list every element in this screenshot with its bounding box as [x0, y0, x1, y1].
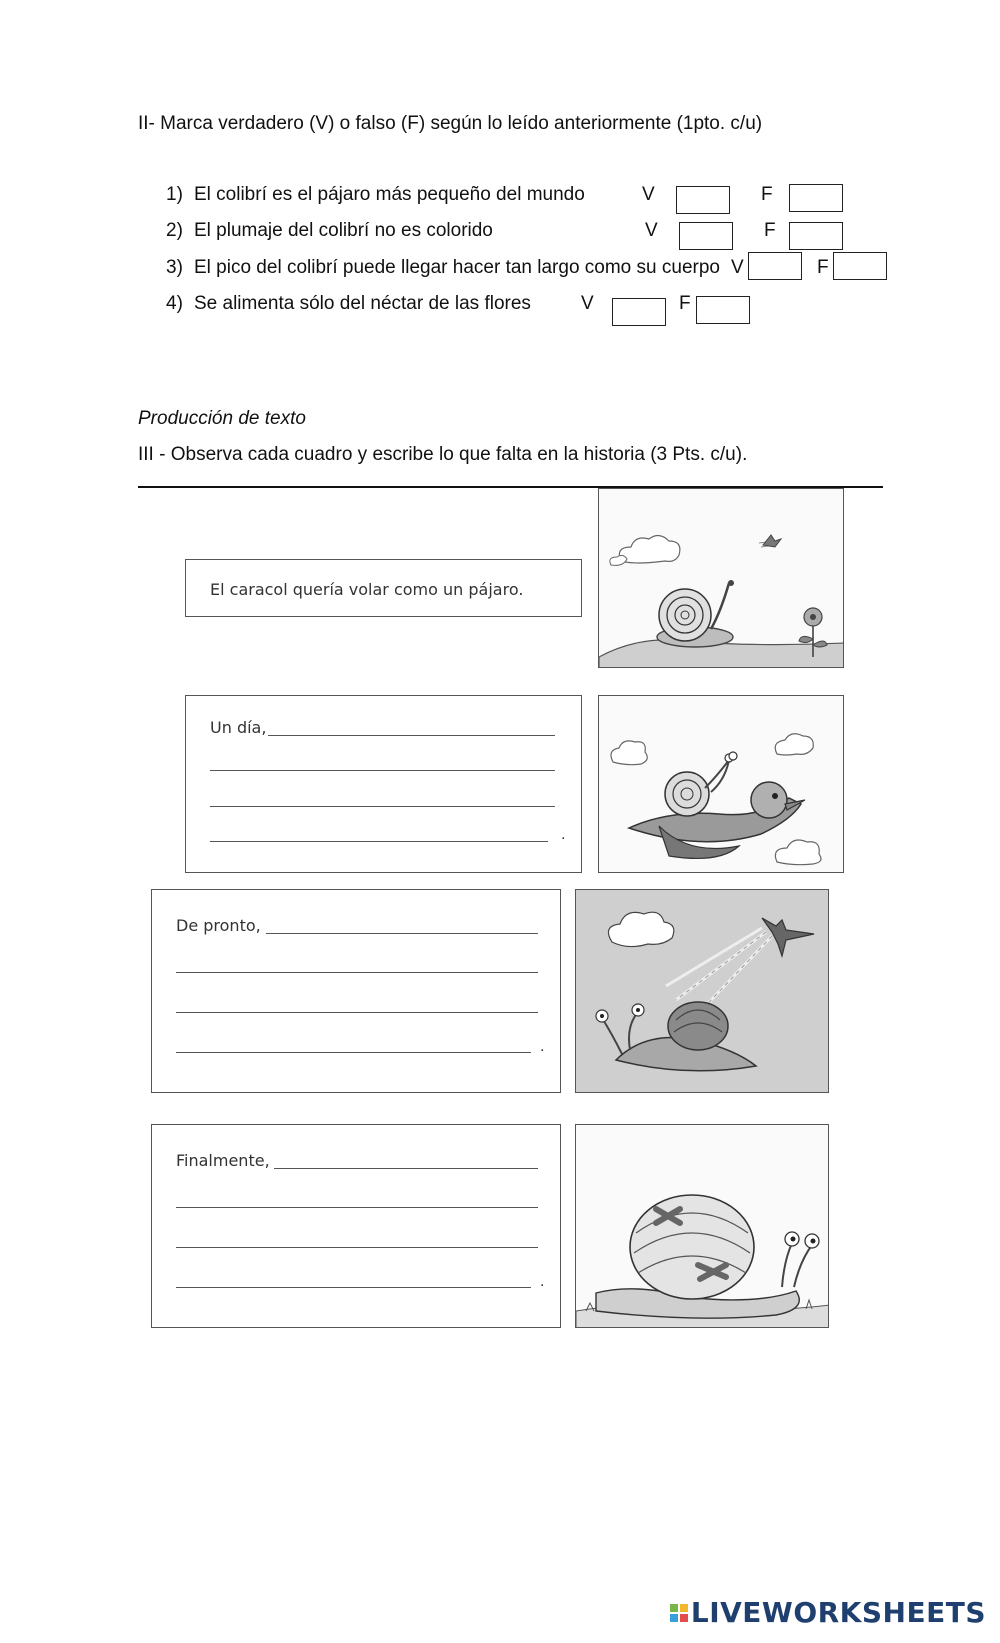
question-3 — [166, 257, 720, 279]
question-4-number: 4) — [166, 293, 183, 314]
question-2-v-input[interactable] — [680, 223, 732, 249]
story-box-2-line-2[interactable] — [210, 770, 555, 771]
question-2-f-label: F — [764, 220, 776, 241]
story-box-2-line-3[interactable] — [210, 806, 555, 807]
question-4 — [166, 293, 531, 315]
question-2-number: 2) — [166, 220, 183, 241]
question-3-f-label: F — [817, 257, 829, 278]
section-3-title: III - Observa cada cuadro y escribe lo que falta en la historia (3 Pts. c/u). — [138, 444, 748, 465]
question-2-text: El plumaje del colibrí no es colorido — [194, 220, 493, 241]
question-4-v-box[interactable] — [612, 298, 666, 326]
story-box-4-line-1[interactable] — [274, 1168, 538, 1169]
question-4-v-input[interactable] — [613, 299, 665, 325]
question-2-v-box[interactable] — [679, 222, 733, 250]
story-box-2-period: . — [561, 826, 566, 843]
story-image-3 — [575, 889, 829, 1093]
story-box-4-line-2[interactable] — [176, 1207, 538, 1208]
snail-falling-illustration — [576, 890, 829, 1093]
question-1-f-label: F — [761, 184, 773, 205]
story-box-3-line-2[interactable] — [176, 972, 538, 973]
story-box-3-line-3[interactable] — [176, 1012, 538, 1013]
question-2-f-box[interactable] — [789, 222, 843, 250]
liveworksheets-logo — [670, 1596, 986, 1629]
question-1-v-input[interactable] — [677, 187, 729, 213]
story-box-1 — [185, 559, 582, 617]
question-1 — [166, 184, 585, 206]
question-3-text: El pico del colibrí puede llegar hacer tan largo como su cuerpo — [194, 257, 720, 278]
section-3-subtitle: Producción de texto — [138, 408, 306, 429]
story-box-3-prefix: De pronto, — [176, 916, 261, 935]
liveworksheets-logo-icon — [670, 1604, 688, 1622]
story-box-2-prefix: Un día, — [210, 718, 267, 737]
story-box-4-prefix: Finalmente, — [176, 1151, 270, 1170]
question-2-f-input[interactable] — [790, 223, 842, 249]
question-2-v-label: V — [645, 220, 658, 241]
question-3-f-box[interactable] — [833, 252, 887, 280]
question-4-f-box[interactable] — [696, 296, 750, 324]
story-box-4-line-4[interactable] — [176, 1287, 531, 1288]
story-box-3 — [151, 889, 561, 1093]
story-box-2-line-4[interactable] — [210, 841, 548, 842]
story-box-3-period: . — [540, 1038, 545, 1055]
question-1-v-label: V — [642, 184, 655, 205]
snail-bandaged-illustration — [576, 1125, 829, 1328]
question-3-v-box[interactable] — [748, 252, 802, 280]
story-box-4-period: . — [540, 1273, 545, 1290]
snail-watching-bird-illustration — [599, 489, 844, 668]
story-image-4 — [575, 1124, 829, 1328]
story-image-1 — [598, 488, 844, 668]
question-3-v-label: V — [731, 257, 744, 278]
question-1-v-box[interactable] — [676, 186, 730, 214]
story-box-4-line-3[interactable] — [176, 1247, 538, 1248]
story-box-3-line-4[interactable] — [176, 1052, 531, 1053]
question-3-v-input[interactable] — [749, 253, 801, 279]
story-box-1-text: El caracol quería volar como un pájaro. — [210, 580, 524, 599]
question-1-f-box[interactable] — [789, 184, 843, 212]
question-3-number: 3) — [166, 257, 183, 278]
story-box-4 — [151, 1124, 561, 1328]
question-1-text: El colibrí es el pájaro más pequeño del mundo — [194, 184, 585, 205]
question-4-text: Se alimenta sólo del néctar de las flores — [194, 293, 531, 314]
liveworksheets-logo-text: LIVEWORKSHEETS — [690, 1596, 986, 1629]
story-box-2-line-1[interactable] — [268, 735, 555, 736]
story-box-3-line-1[interactable] — [266, 933, 538, 934]
question-4-f-label: F — [679, 293, 691, 314]
story-box-2 — [185, 695, 582, 873]
question-1-number: 1) — [166, 184, 183, 205]
question-3-f-input[interactable] — [834, 253, 886, 279]
section-2-title: II- Marca verdadero (V) o falso (F) según lo leído anteriormente (1pto. c/u) — [138, 113, 763, 134]
question-4-f-input[interactable] — [697, 297, 749, 323]
question-4-v-label: V — [581, 293, 594, 314]
snail-riding-bird-illustration — [599, 696, 844, 873]
question-2 — [166, 220, 493, 242]
question-1-f-input[interactable] — [790, 185, 842, 211]
story-image-2 — [598, 695, 844, 873]
